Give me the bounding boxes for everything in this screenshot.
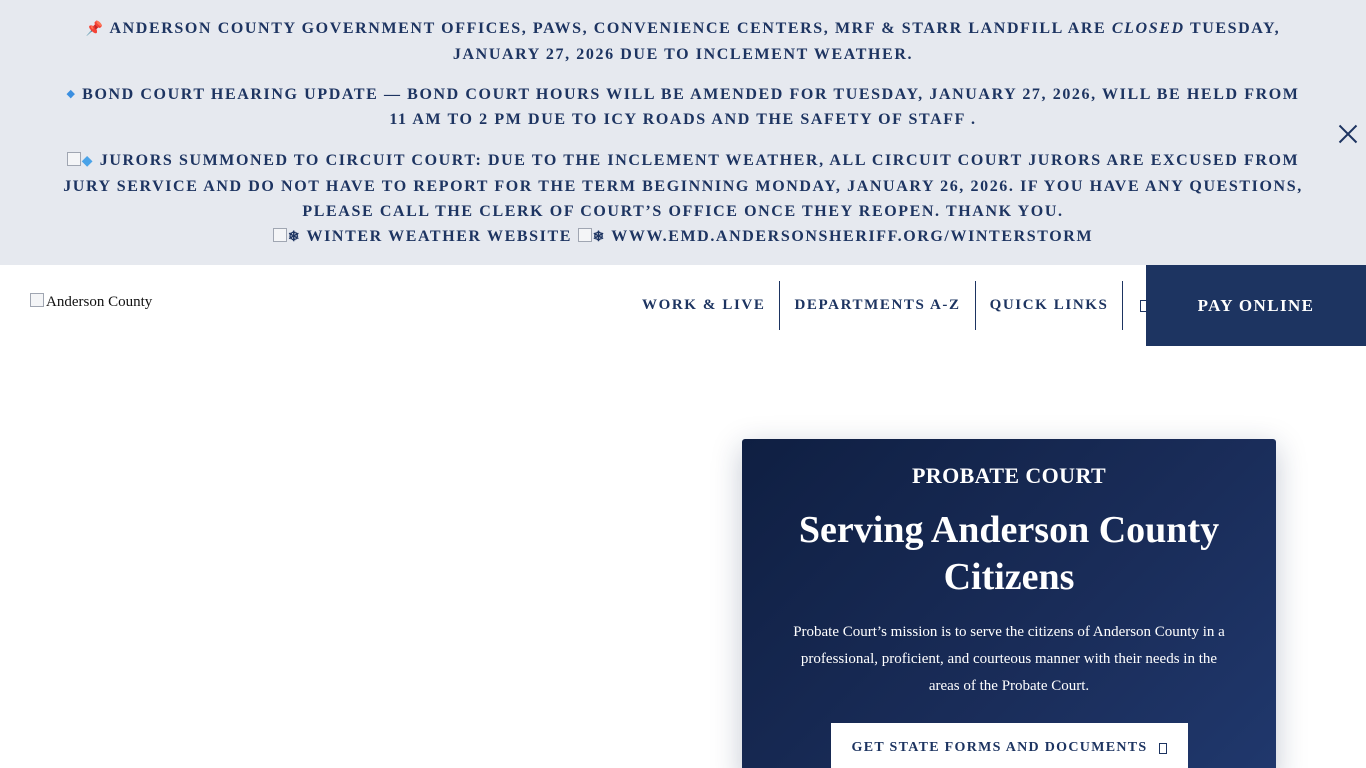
logo-alt-text: Anderson County [46,294,153,310]
alert-banner [0,0,1366,265]
snowflake-icon: ❄ [287,230,302,245]
alert-closure-notice [60,16,1306,67]
card-title: Serving Anderson County Citizens [798,509,1220,598]
alert-closure-text: ANDERSON COUNTY GOVERNMENT OFFICES, PAWS, CONVENIENCE CENTERS, MRF & STARR LANDFILL ARE [109,20,1107,37]
nav-work-live[interactable]: WORK & LIVE [642,297,766,313]
winterstorm-url-link[interactable]: WWW.EMD.ANDERSONSHERIFF.ORG/WINTERSTORM [611,228,1094,245]
arrow-icon [1159,743,1167,754]
get-state-forms-label: GET STATE FORMS AND DOCUMENTS [851,740,1148,755]
nav-quick-links[interactable]: QUICK LINKS [989,297,1109,313]
large-blue-diamond-icon: ◆ [81,154,95,169]
alert-jurors-text: JURORS SUMMONED TO CIRCUIT COURT: DUE TO THE INCLEMENT WEATHER, ALL CIRCUIT COURT JURORS ARE EXCUSED FROM JURY SERVICE AND DO NOT HAVE TO REPORT FOR THE TERM BEGINNING MONDAY, JANUARY 26, 2026. IF YOU HAVE ANY QUESTIONS, PLEASE CALL THE CLERK OF COURT’S OFFICE ONCE THEY REOPEN. THANK YOU. [63,152,1303,220]
logo[interactable] [30,293,152,311]
alert-bond-court-text: BOND COURT HEARING UPDATE — BOND COURT HOURS WILL BE AMENDED FOR TUESDAY, JANUARY 27, 2026, WILL BE HELD FROM 11 AM TO 2 PM DUE TO ICY ROADS AND THE SAFETY OF STAFF . [82,86,1300,128]
pay-online-button[interactable]: PAY ONLINE [1146,265,1366,346]
get-state-forms-button[interactable] [831,723,1188,768]
broken-image-icon [578,228,592,242]
broken-image-icon [67,152,81,166]
alert-bond-court-notice [60,82,1306,132]
probate-court-card [742,439,1276,768]
alert-links-row [60,224,1306,250]
small-blue-diamond-icon: ◆ [66,88,77,100]
card-eyebrow: PROBATE COURT [911,463,1107,488]
site-header [0,265,1366,346]
close-icon[interactable] [1336,122,1360,146]
winter-weather-website-link[interactable]: WINTER WEATHER WEBSITE [306,228,572,245]
alert-closure-date: TUESDAY, JANUARY 27, 2026 DUE TO INCLEMENT WEATHER. [452,20,1281,63]
snowflake-icon: ❄ [592,230,606,245]
broken-image-icon [273,228,287,242]
pushpin-icon: 📌 [85,22,105,37]
broken-image-icon [30,293,44,307]
main-nav [628,281,1167,330]
alert-closed-emphasis: CLOSED [1111,20,1185,37]
nav-departments-a-z[interactable]: DEPARTMENTS A-Z [794,297,961,313]
alert-jurors-notice [60,148,1306,224]
card-mission-text: Probate Court’s mission is to serve the citizens of Anderson County in a professional, proficient, and courteous manner with their needs in the areas of the Probate Court. [793,624,1225,694]
